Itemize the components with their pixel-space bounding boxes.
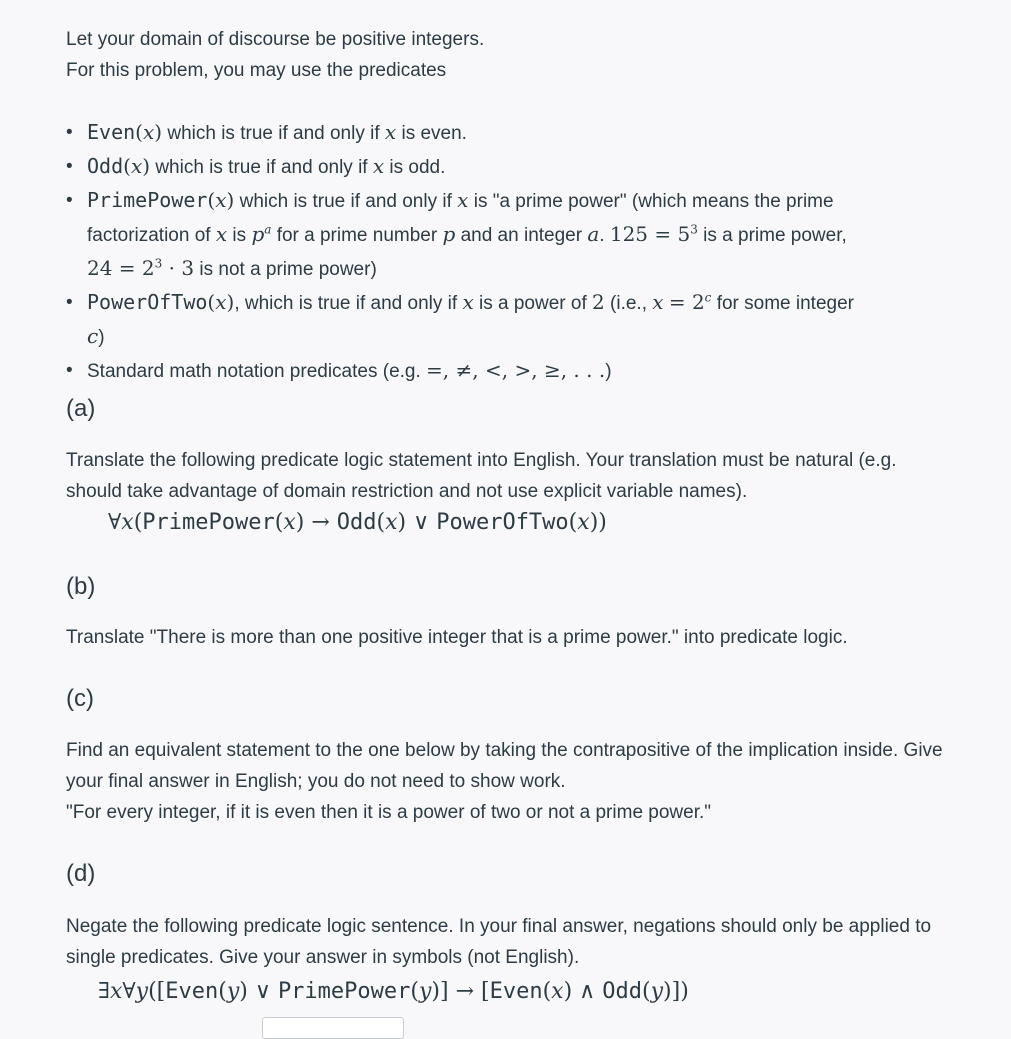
- part-d-formula: ∃x∀y([Even(y) ∨ PrimePower(y)] → [Even(x) ∧ Odd(y)]): [98, 979, 689, 1004]
- part-a-formula: ∀x(PrimePower(x) → Odd(x) ∨ PowerOfTwo(x)): [108, 510, 607, 535]
- part-c-quote: "For every integer, if it is even then it is a power of two or not a prime power.": [66, 802, 712, 823]
- primepower-predicate: PrimePower: [87, 188, 208, 212]
- part-a-text: Translate the following predicate logic statement into English. Your translation must be natural (e.g. should take advantage of domain restriction and not use explicit variable names).: [66, 450, 897, 502]
- predicate-list: [66, 116, 946, 388]
- list-item-poweroftwo: • PowerOfTwo(x), which is true if and only if x is a power of 2 (i.e., $x = 2^c$ for some integer c): [66, 286, 946, 354]
- list-item-standard: • Standard math notation predicates (e.g. =, ≠, <, >, ≥, . . .): [66, 354, 946, 388]
- intro: [66, 24, 946, 86]
- part-b-text: Translate "There is more than one positive integer that is a prime power." into predicate logic.: [66, 627, 848, 648]
- list-item-even: • Even(x) which is true if and only if x is even.: [66, 116, 946, 150]
- part-c-label: (c): [66, 685, 94, 712]
- list-item-odd: • Odd(x) which is true if and only if x is odd.: [66, 150, 946, 184]
- part-b-label: (b): [66, 573, 96, 600]
- answer-input[interactable]: [262, 1017, 404, 1039]
- part-d-text: Negate the following predicate logic sentence. In your final answer, negations should only be applied to single predicates. Give your answer in symbols (not English).: [66, 916, 932, 968]
- part-a: [66, 445, 946, 539]
- part-b: [66, 622, 946, 653]
- intro-line-1: Let your domain of discourse be positive integers.: [66, 29, 485, 50]
- intro-line-2: For this problem, you may use the predicates: [66, 60, 447, 81]
- poweroftwo-predicate: PowerOfTwo: [87, 290, 208, 314]
- even-predicate: Even: [87, 120, 136, 144]
- part-c-text: Find an equivalent statement to the one below by taking the contrapositive of the implication inside. Give your final answer in English; you do not need to show work.: [66, 740, 943, 792]
- part-c: [66, 735, 946, 828]
- part-d: [66, 911, 946, 1008]
- problem-content: [66, 24, 946, 1004]
- part-d-label: (d): [66, 860, 96, 887]
- list-item-primepower: • PrimePower(x) which is true if and only if x is "a prime power" (which means the prime factorization of x is $p^a$ for a prime number p and an integer a. $125 = 5^3$ is a prime power, $24 = 2^3 \cdot 3$ is not a prime power): [66, 184, 946, 286]
- odd-predicate: Odd: [87, 154, 124, 178]
- part-a-label: (a): [66, 395, 96, 422]
